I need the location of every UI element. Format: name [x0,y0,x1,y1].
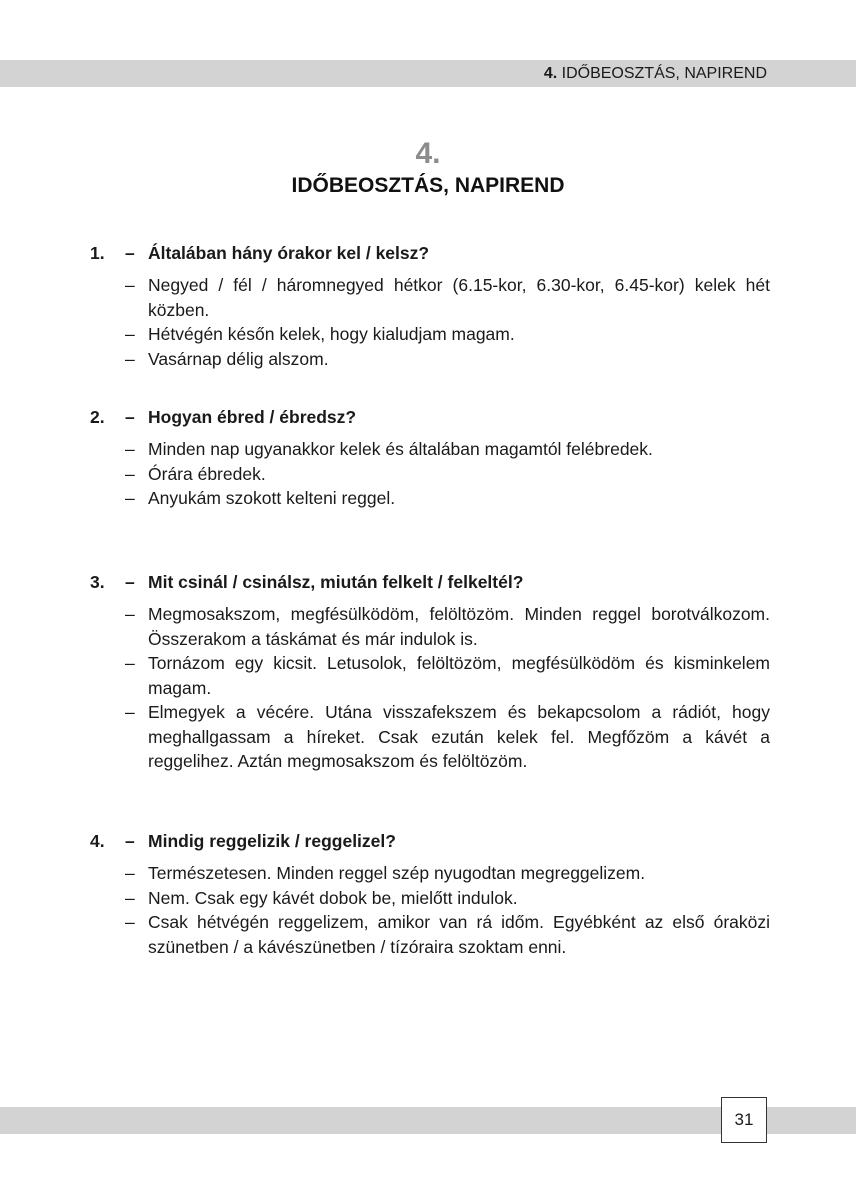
running-header [544,65,767,83]
answer [90,462,770,487]
answer [90,910,770,959]
dash: – [125,572,135,592]
question-text: Általában hány órakor kel / kelsz? [148,243,430,263]
question-number: 4. [90,831,105,851]
dash: – [125,439,135,459]
answer-text: Anyukám szokott kelteni reggel. [148,488,396,508]
answer-text: Órára ébredek. [148,463,266,484]
answer [90,486,770,511]
question-text: Mindig reggelizik / reggelizel? [148,831,396,851]
answer [90,437,770,462]
answer-text: Elmegyek a vécére. Utána visszafekszem és bekapcsolom a rádiót, hogy meghallgassam a híreket. Csak ezután kelek fel. Megfőzöm a kávét a reggelihez. Aztán megmosakszom és felöltözöm. [148,702,770,771]
answer [90,347,770,372]
answer-text: Negyed / fél / háromnegyed hétkor (6.15-kor, 6.30-kor, 6.45-kor) kelek hét közben. [148,275,770,320]
chapter-title: IDŐBEOSZTÁS, NAPIREND [291,174,565,197]
answer [90,322,770,347]
answer [90,700,770,774]
question-number: 3. [90,572,105,592]
question [90,829,770,853]
dash: – [125,463,135,484]
dash: – [125,243,135,263]
dash: – [125,604,135,624]
question-number: 1. [90,243,105,263]
dash: – [125,275,135,295]
answer-text: Tornázom egy kicsit. Letusolok, felöltözöm, megfésülködöm és kisminkelem magam. [148,653,770,698]
answer-text: Csak hétvégén reggelizem, amikor van rá időm. Egyébként az első óraközi szünetben / a kávészünetben / tízóraira szoktam enni. [148,912,770,957]
answer [90,273,770,322]
question-text: Hogyan ébred / ébredsz? [148,407,357,427]
answer-text: Természetesen. Minden reggel szép nyugodtan megreggelizem. [148,863,646,883]
section-2 [90,405,770,511]
answer-text: Vasárnap délig alszom. [148,348,329,369]
running-header-title: IDŐBEOSZTÁS, NAPIREND [561,65,767,82]
question [90,405,770,429]
answer-text: Megmosakszom, megfésülködöm, felöltözöm. Minden reggel borotválkozom. Összerakom a táskámat és már indulok is. [148,604,770,649]
question-text: Mit csinál / csinálsz, miután felkelt / felkeltél? [148,572,524,592]
running-header-number: 4. [543,65,558,82]
section-1 [90,241,770,371]
running-header-bar [0,60,856,87]
section-3 [90,570,770,774]
answer [90,651,770,700]
answer [90,886,770,911]
question-number: 2. [90,407,105,427]
answer [90,861,770,886]
dash: – [125,407,135,427]
dash: – [125,702,135,722]
answer-text: Nem. Csak egy kávét dobok be, mielőtt indulok. [148,887,518,908]
page-number: 31 [721,1097,767,1143]
question [90,570,770,594]
answer-text: Minden nap ugyanakkor kelek és általában magamtól felébredek. [148,439,653,459]
section-4 [90,829,770,959]
answer [90,602,770,651]
answer-text: Hétvégén későn kelek, hogy kialudjam magam. [148,324,515,344]
chapter-number: 4. [415,137,441,170]
dash: – [125,831,135,851]
question [90,241,770,265]
dash: – [125,653,135,673]
dash: – [125,348,135,369]
dash: – [125,324,135,344]
dash: – [125,863,135,883]
dash: – [125,887,135,908]
dash: – [125,912,135,932]
dash: – [125,488,135,508]
